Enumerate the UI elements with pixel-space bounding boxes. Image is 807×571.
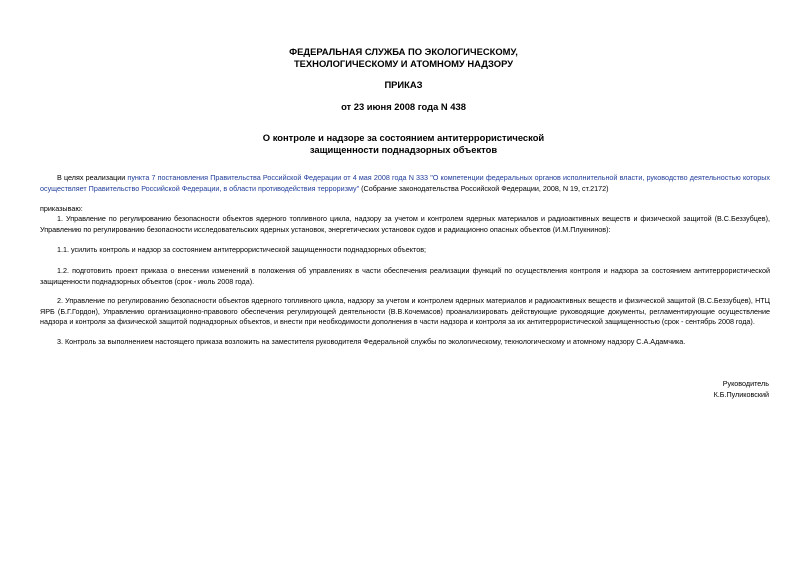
intro-paragraph [40, 173, 770, 194]
document-type: ПРИКАЗ [384, 79, 423, 90]
intro-suffix: (Собрание законодательства Российской Федерации, 2008, N 19, ст.2172) [359, 183, 609, 193]
document-subject [0, 132, 807, 156]
orders-word: приказываю: [40, 204, 83, 213]
decree-link[interactable]: пункта 7 постановления Правительства Российской Федерации от 4 мая 2008 года N 333 "О компетенции федеральных органов исполнительной власти, руководство деятельностью которых осуществляет Правительство Российской Федерации, в области противодействия терроризму" [40, 173, 770, 193]
signatory-position: Руководитель [722, 379, 769, 388]
order-item-2: 2. Управление по регулированию безопасности объектов ядерного топливного цикла, надзору за учетом и контролем ядерных материалов и радиоактивных веществ и физической защитой (В.С.Беззубцев), НТЦ ЯРБ (Б.Г.Гордон), Управлению организационно-правового обеспечения регулирующей деятельности (В.В.Кочемасов) проанализировать действующие руководящие документы, регламентирующие осуществление надзора и контроля за физической защитой поднадзорных объектов, и внести при необходимости дополнения в части надзора и контроля за их антитеррористической защищенностью (срок - сентябрь 2008 года). [40, 296, 770, 327]
signatory-name: К.Б.Пуликовский [713, 389, 769, 399]
org-line-2: ТЕХНОЛОГИЧЕСКОМУ И АТОМНОМУ НАДЗОРУ [293, 58, 514, 69]
signature-block [714, 379, 769, 400]
order-item-1: 1. Управление по регулированию безопасности объектов ядерного топливного цикла, надзору за учетом и контролем ядерных материалов и радиоактивных веществ и физической защитой (В.С.Беззубцев), Управлению по регулированию безопасности исследовательских ядерных установок, энергетических установок судов и радиационно опасных объектов (И.М.Плукнинов): [40, 214, 770, 234]
order-item-3: 3. Контроль за выполнением настоящего приказа возложить на заместителя руководителя Федеральной службы по экологическому, технологическому и атомному надзору С.А.Адамчика. [57, 337, 686, 346]
intro-prefix: В целях реализации [57, 173, 128, 182]
order-item-1-1: 1.1. усилить контроль и надзор за состоянием антитеррористической защищенности поднадзорных объектов; [57, 245, 427, 254]
subject-line-1: О контроле и надзоре за состоянием антитеррористической [262, 132, 545, 143]
organization-name [0, 46, 807, 70]
subject-line-2: защищенности поднадзорных объектов [309, 144, 498, 155]
order-item-1-2: 1.2. подготовить проект приказа о внесении изменений в положения об управлениях в части обеспечения реализации функций по осуществления контроля и надзора за состоянием антитеррористической защищенности поднадзорных объектов (срок - июль 2008 года). [40, 266, 770, 286]
document-date: от 23 июня 2008 года N 438 [341, 101, 466, 112]
org-line-1: ФЕДЕРАЛЬНАЯ СЛУЖБА ПО ЭКОЛОГИЧЕСКОМУ, [289, 46, 518, 57]
